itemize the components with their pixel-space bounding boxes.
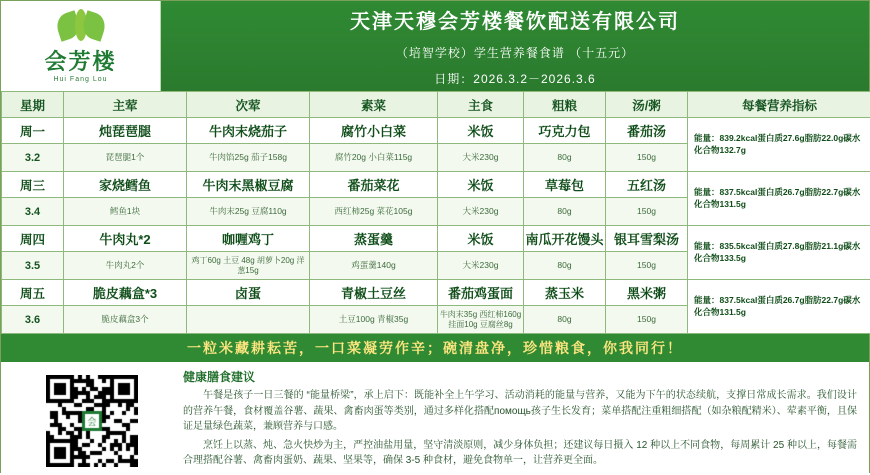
row-date: 3.2 (3, 152, 62, 164)
row-date: 3.6 (3, 314, 62, 326)
nutrition-value: 能量：839.2kcal蛋白质27.6g脂肪22.0g碳水化合物132.7g (689, 131, 870, 158)
row-day: 周五 (3, 284, 62, 302)
advice-title: 健康膳食建议 (183, 368, 857, 385)
dish-soup-detail: 150g (607, 152, 686, 163)
row-date: 3.4 (3, 206, 62, 218)
dish-main-detail: 脆皮藕盒3个 (65, 314, 185, 325)
logo-english-name: Hui Fang Lou (53, 76, 107, 83)
dish-staple: 番茄鸡蛋面 (439, 283, 522, 302)
menu-subtitle: （培智学校）学生营养餐食谱 （十五元） (396, 44, 634, 61)
dish-coarse: 蒸玉米 (525, 283, 604, 302)
slogan-banner: 一粒米藏耕耘苦，一口菜凝劳作辛；碗清盘净，珍惜粮食，你我同行！ (1, 334, 869, 362)
dish-soup: 五红汤 (607, 175, 686, 194)
dish-veg: 蒸蛋羹 (311, 229, 436, 248)
nutrition-value: 能量：835.5kcal蛋白质27.8g脂肪21.1g碳水化合物133.5g (689, 239, 870, 266)
dish-staple-detail: 牛肉末35g 西红柿160g 挂面10g 豆腐丝8g (439, 310, 522, 329)
table-row (2, 226, 870, 252)
table-row (2, 172, 870, 198)
table-row (2, 118, 870, 144)
dish-veg: 腐竹小白菜 (311, 121, 436, 140)
dish-main: 家烧鳕鱼 (65, 175, 185, 194)
dish-staple-detail: 大米230g (439, 152, 522, 163)
footer-section (1, 362, 869, 475)
dish-coarse-detail: 80g (525, 152, 604, 163)
company-title: 天津天穆会芳楼餐饮配送有限公司 (350, 5, 680, 34)
header-text-block (161, 1, 869, 91)
health-advice-block (177, 362, 869, 475)
dish-coarse-detail: 80g (525, 206, 604, 217)
company-logo (1, 1, 161, 91)
dish-main: 炖琵琶腿 (65, 121, 185, 140)
column-header-veg: 素菜 (310, 92, 438, 118)
dish-coarse-detail: 80g (525, 260, 604, 271)
menu-date-range: 日期：2026.3.2－2026.3.6 (434, 70, 595, 87)
column-header-main: 主荤 (64, 92, 187, 118)
dish-coarse: 巧克力包 (525, 121, 604, 140)
dish-staple: 米饭 (439, 175, 522, 194)
dish-main-detail: 牛肉丸2个 (65, 260, 185, 271)
dish-veg-detail: 鸡蛋羹140g (311, 260, 436, 271)
dish-veg: 番茄菜花 (311, 175, 436, 194)
row-day: 周三 (3, 176, 62, 194)
dish-veg: 青椒土豆丝 (311, 283, 436, 302)
dish-second: 牛肉末黑椒豆腐 (188, 175, 308, 194)
dish-second-detail: 牛肉馅25g 茄子158g (188, 152, 308, 163)
dish-main-detail: 琵琶腿1个 (65, 152, 185, 163)
dish-coarse: 草莓包 (525, 175, 604, 194)
dish-soup-detail: 150g (607, 314, 686, 325)
dish-main-detail: 鳕鱼1块 (65, 206, 185, 217)
dish-second-detail: 鸡丁60g 土豆 48g 胡萝卜20g 洋葱15g (188, 256, 308, 275)
row-day: 周一 (3, 122, 62, 140)
dish-staple: 米饭 (439, 121, 522, 140)
dish-staple: 米饭 (439, 229, 522, 248)
dish-soup-detail: 150g (607, 260, 686, 271)
row-date: 3.5 (3, 260, 62, 272)
table-header-row (2, 92, 870, 118)
column-header-staple: 主食 (438, 92, 524, 118)
dish-coarse: 南瓜开花馒头 (525, 229, 604, 248)
column-header-day: 星期 (2, 92, 64, 118)
nutrition-value: 能量：837.5kcal蛋白质26.7g脂肪22.7g碳水化合物131.5g (689, 293, 870, 320)
column-header-nutrition: 每餐营养指标 (688, 92, 870, 118)
column-header-soup: 汤/粥 (606, 92, 688, 118)
qr-code-block[interactable] (1, 362, 177, 475)
page-header (1, 1, 869, 91)
dish-main: 脆皮藕盒*3 (65, 283, 185, 302)
table-row (2, 280, 870, 306)
dish-second: 卤蛋 (188, 283, 308, 302)
dish-second: 牛肉末烧茄子 (188, 121, 308, 140)
dish-main: 牛肉丸*2 (65, 229, 185, 248)
logo-chinese-name: 会芳楼 (44, 45, 116, 76)
advice-paragraph: 烹饪上以蒸、炖、急火快炒为主，严控油盐用量，坚守清淡原则，减少身体负担；还建议每日摄入 12 种以上不同食物，每周累计 25 种以上，每餐需合理搭配谷薯、禽畜肉蛋奶、蔬果、坚果等，确保 3-5 种食材，避免食物单一，让营养更全面。 (183, 438, 857, 469)
dish-second: 咖喱鸡丁 (188, 229, 308, 248)
nutrition-value: 能量：837.5kcal蛋白质26.7g脂肪22.7g碳水化合物131.5g (689, 185, 870, 212)
leaf-icon (55, 9, 107, 43)
row-day: 周四 (3, 230, 62, 248)
qr-code-image[interactable] (43, 372, 135, 464)
dish-soup: 黑米粥 (607, 283, 686, 302)
column-header-second: 次荤 (187, 92, 310, 118)
dish-staple-detail: 大米230g (439, 260, 522, 271)
dish-soup: 番茄汤 (607, 121, 686, 140)
dish-veg-detail: 土豆100g 青椒35g (311, 314, 436, 325)
dish-coarse-detail: 80g (525, 314, 604, 325)
dish-staple-detail: 大米230g (439, 206, 522, 217)
dish-soup-detail: 150g (607, 206, 686, 217)
menu-table (1, 91, 870, 334)
advice-paragraph: 午餐是孩子一日三餐的 “能量桥梁”，承上启下：既能补全上午学习、活动消耗的能量与营养，又能为下午的状态续航，支撑日常成长需求。我们设计的营养午餐，食材覆盖谷薯、蔬果、禽畜肉蛋等类别，通过多样化搭配помощь孩子生长发育；菜单搭配注重粗细搭配（如杂粮配精米）、荤素平衡，且保证足量绿色蔬菜，兼顾营养与口感。 (183, 388, 857, 435)
dish-soup: 银耳雪梨汤 (607, 229, 686, 248)
dish-second-detail: 牛肉末25g 豆腐110g (188, 206, 308, 217)
dish-veg-detail: 腐竹20g 小白菜115g (311, 152, 436, 163)
column-header-coarse: 粗粮 (524, 92, 606, 118)
dish-veg-detail: 西红柿25g 菜花105g (311, 206, 436, 217)
